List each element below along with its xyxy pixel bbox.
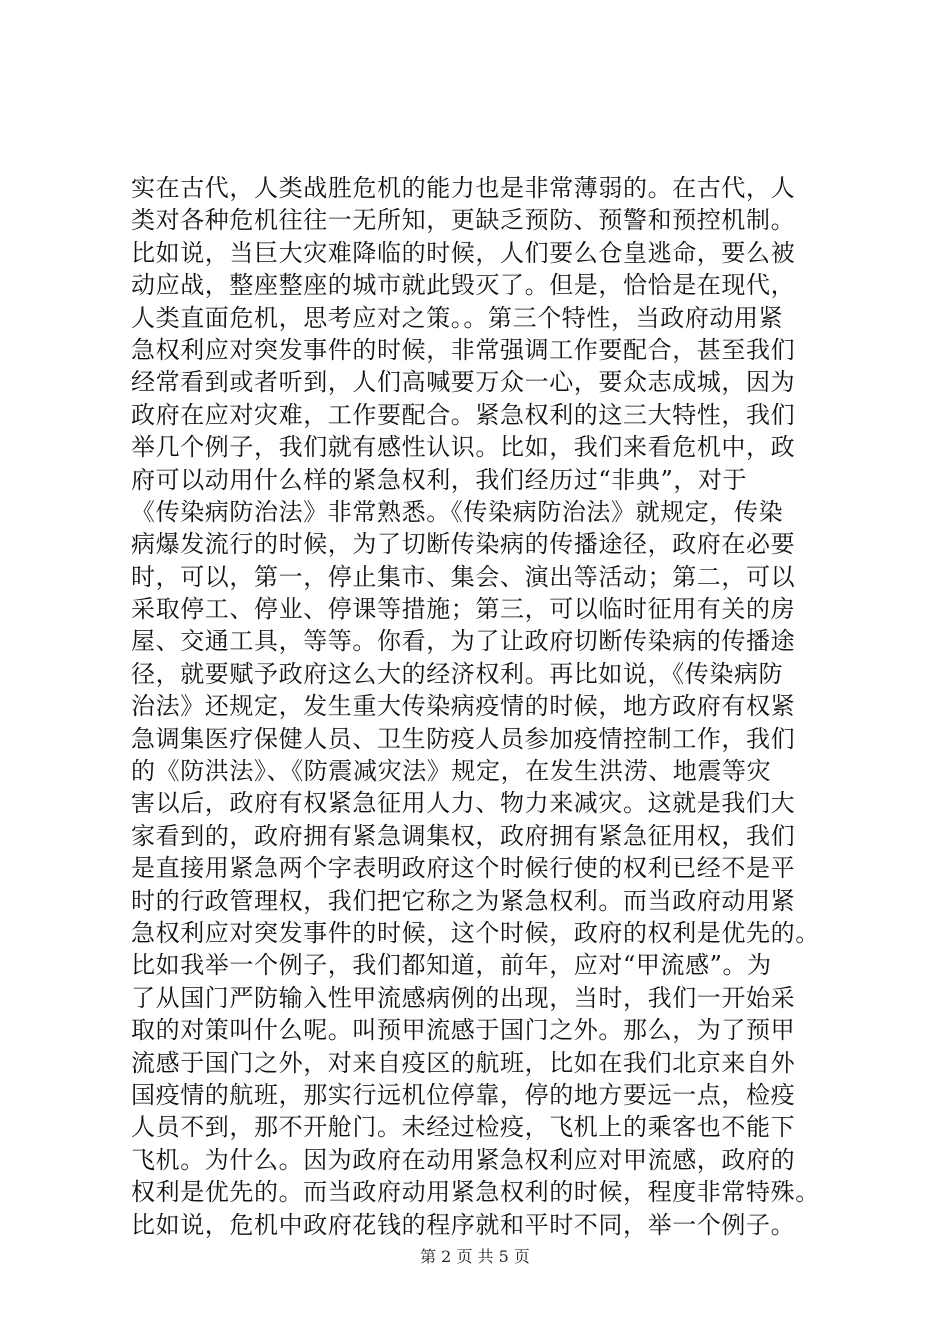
- text-line: 政府在应对灾难，工作要配合。紧急权利的这三大特性，我们: [131, 400, 796, 429]
- text-line: 人类直面危机，思考应对之策。。第三个特性，当政府动用紧: [131, 303, 784, 332]
- text-line: 急权利应对突发事件的时候，非常强调工作要配合，甚至我们: [131, 335, 796, 364]
- text-line: 比如说，当巨大灾难降临的时候，人们要么仓皇逃命，要么被: [131, 238, 796, 267]
- text-line: 采取停工、停业、停课等措施；第三，可以临时征用有关的房: [131, 595, 796, 624]
- text-line: 比如说，危机中政府花钱的程序就和平时不同，举一个例子。: [131, 1210, 796, 1239]
- text-line: 比如我举一个例子，我们都知道，前年，应对“甲流感”。为: [131, 951, 772, 980]
- text-line: 举几个例子，我们就有感性认识。比如，我们来看危机中，政: [131, 433, 796, 462]
- text-line: 急调集医疗保健人员、卫生防疫人员参加疫情控制工作，我们: [131, 724, 796, 753]
- body-text: [131, 172, 831, 1241]
- text-line: 了从国门严防输入性甲流感病例的出现，当时，我们一开始采: [131, 983, 796, 1012]
- text-line: 的《防洪法》、《防震减灾法》规定，在发生洪涝、地震等灾: [131, 757, 772, 786]
- text-line: 动应战，整座整座的城市就此毁灭了。但是，恰恰是在现代，: [131, 271, 796, 300]
- text-line: 取的对策叫什么呢。叫预甲流感于国门之外。那么，为了预甲: [131, 1016, 796, 1045]
- text-line: 屋、交通工具，等等。你看，为了让政府切断传染病的传播途: [131, 627, 796, 656]
- text-line: 经常看到或者听到，人们高喊要万众一心，要众志成城，因为: [131, 368, 796, 397]
- text-line: 流感于国门之外，对来自疫区的航班，比如在我们北京来自外: [131, 1048, 796, 1077]
- text-line: 国疫情的航班，那实行远机位停靠，停的地方要远一点，检疫: [131, 1080, 796, 1109]
- text-line: 治法》还规定，发生重大传染病疫情的时候，地方政府有权紧: [131, 692, 796, 721]
- text-line: 人员不到，那不开舱门。未经过检疫，飞机上的乘客也不能下: [131, 1113, 796, 1142]
- text-line: 害以后，政府有权紧急征用人力、物力来减灾。这就是我们大: [131, 789, 796, 818]
- text-line: 急权利应对突发事件的时候，这个时候，政府的权利是优先的。: [131, 918, 820, 947]
- text-line: 类对各种危机往往一无所知，更缺乏预防、预警和预控机制。: [131, 206, 796, 235]
- text-line: 飞机。为什么。因为政府在动用紧急权利应对甲流感，政府的: [131, 1145, 796, 1174]
- text-line: 时的行政管理权，我们把它称之为紧急权利。而当政府动用紧: [131, 886, 796, 915]
- text-line: 府可以动用什么样的紧急权利，我们经历过“非典”，对于: [131, 465, 748, 494]
- text-line: 病爆发流行的时候，为了切断传染病的传播途径，政府在必要: [131, 530, 796, 559]
- text-line: 是直接用紧急两个字表明政府这个时候行使的权利已经不是平: [131, 854, 796, 883]
- page-number-footer: 第 2 页 共 5 页: [420, 1247, 530, 1266]
- text-line: 权利是优先的。而当政府动用紧急权利的时候，程度非常特殊。: [131, 1178, 820, 1207]
- text-line: 《传染病防治法》非常熟悉。《传染病防治法》就规定，传染: [131, 497, 784, 526]
- text-line: 家看到的，政府拥有紧急调集权，政府拥有紧急征用权，我们: [131, 821, 796, 850]
- text-line: 径，就要赋予政府这么大的经济权利。再比如说，《传染病防: [131, 659, 784, 688]
- text-line: 实在古代，人类战胜危机的能力也是非常薄弱的。在古代，人: [131, 174, 796, 202]
- text-line: 时，可以，第一，停止集市、集会、演出等活动；第二，可以: [131, 562, 796, 591]
